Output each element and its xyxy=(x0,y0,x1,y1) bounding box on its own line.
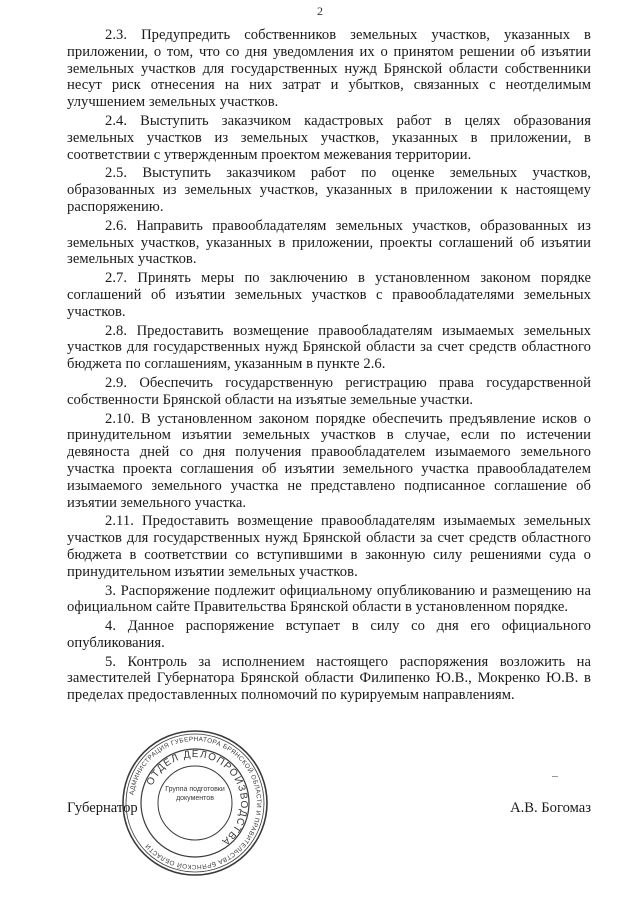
paragraph-2-6: 2.6. Направить правообладателям земельных участков, образованных из земельных участков, указанных в приложении, проекты соглашений об изъятии земельных участков. xyxy=(67,217,591,268)
stamp-seal-icon xyxy=(120,728,270,878)
office-stamp xyxy=(120,728,270,878)
stamp-center-text: Группа подготовки документов xyxy=(165,786,225,802)
paragraph-5: 5. Контроль за исполнением настоящего распоряжения возложить на заместителей Губернатора Брянской области Филипенко Ю.В., Мокренко Ю.В. в пределах предоставленных полномочий по курируемым направлениям. xyxy=(67,653,591,704)
paragraph-2-4: 2.4. Выступить заказчиком кадастровых работ в целях образования земельных участков из земельных участков, указанных в приложении, в соответствии с утвержденным проектом межевания территории. xyxy=(67,112,591,163)
stamp-inner-ring-text: ОТДЕЛ ДЕЛОПРОИЗВОДСТВА xyxy=(144,748,250,848)
paragraph-3: 3. Распоряжение подлежит официальному опубликованию и размещению на официальном сайте Правительства Брянской области в установленном порядке. xyxy=(67,582,591,616)
document-body xyxy=(67,27,591,704)
scan-mark xyxy=(552,776,558,777)
paragraph-2-8: 2.8. Предоставить возмещение правообладателям изымаемых земельных участков для государственных нужд Брянской области за счет средств областного бюджета по соглашениям, указанным в пункте 2.6. xyxy=(67,322,591,373)
signatory-title: Губернатор xyxy=(67,800,138,816)
page-number: 2 xyxy=(317,4,323,18)
signatory-name: А.В. Богомаз xyxy=(510,800,591,816)
stamp-outer-ring-text: АДМИНИСТРАЦИЯ ГУБЕРНАТОРА БРЯНСКОЙ ОБЛАСТИ И ПРАВИТЕЛЬСТВА БРЯНСКОЙ ОБЛАСТИ xyxy=(128,735,263,871)
paragraph-2-3: 2.3. Предупредить собственников земельных участков, указанных в приложении, о том, что со дня уведомления их о принятом решении об изъятии земельных участков для государственных нужд Брянской области собственники несут риск отнесения на них затрат и убытков, связанных с неотделимым улучшением земельных участков. xyxy=(67,27,591,111)
paragraph-2-9: 2.9. Обеспечить государственную регистрацию права государственной собственности Брянской области на изъятые земельные участки. xyxy=(67,374,591,408)
paragraph-2-7: 2.7. Принять меры по заключению в установленном законом порядке соглашений об изъятии земельных участков с правообладателями земельных участков. xyxy=(67,270,591,320)
paragraph-2-10: 2.10. В установленном законом порядке обеспечить предъявление исков о принудительном изъятии земельных участков в случае, если по истечении девяноста дней со дня получения правообладателем изымаемого земельного участка проекта соглашения об изъятии земельного участка правообладателем изымаемого земельного участка не представлено подписанное соглашение об изъятии земельного участка. xyxy=(67,410,591,511)
paragraph-2-11: 2.11. Предоставить возмещение правообладателям изымаемых земельных участков для государственных нужд Брянской области за счет средств областного бюджета в соответствии со вступившими в законную силу решениями суда о принудительном изъятии земельных участков. xyxy=(67,513,591,580)
paragraph-2-5: 2.5. Выступить заказчиком работ по оценке земельных участков, образованных из земельных участков, указанных в приложении к настоящему распоряжению. xyxy=(67,165,591,215)
paragraph-4: 4. Данное распоряжение вступает в силу со дня его официального опубликования. xyxy=(67,618,591,651)
